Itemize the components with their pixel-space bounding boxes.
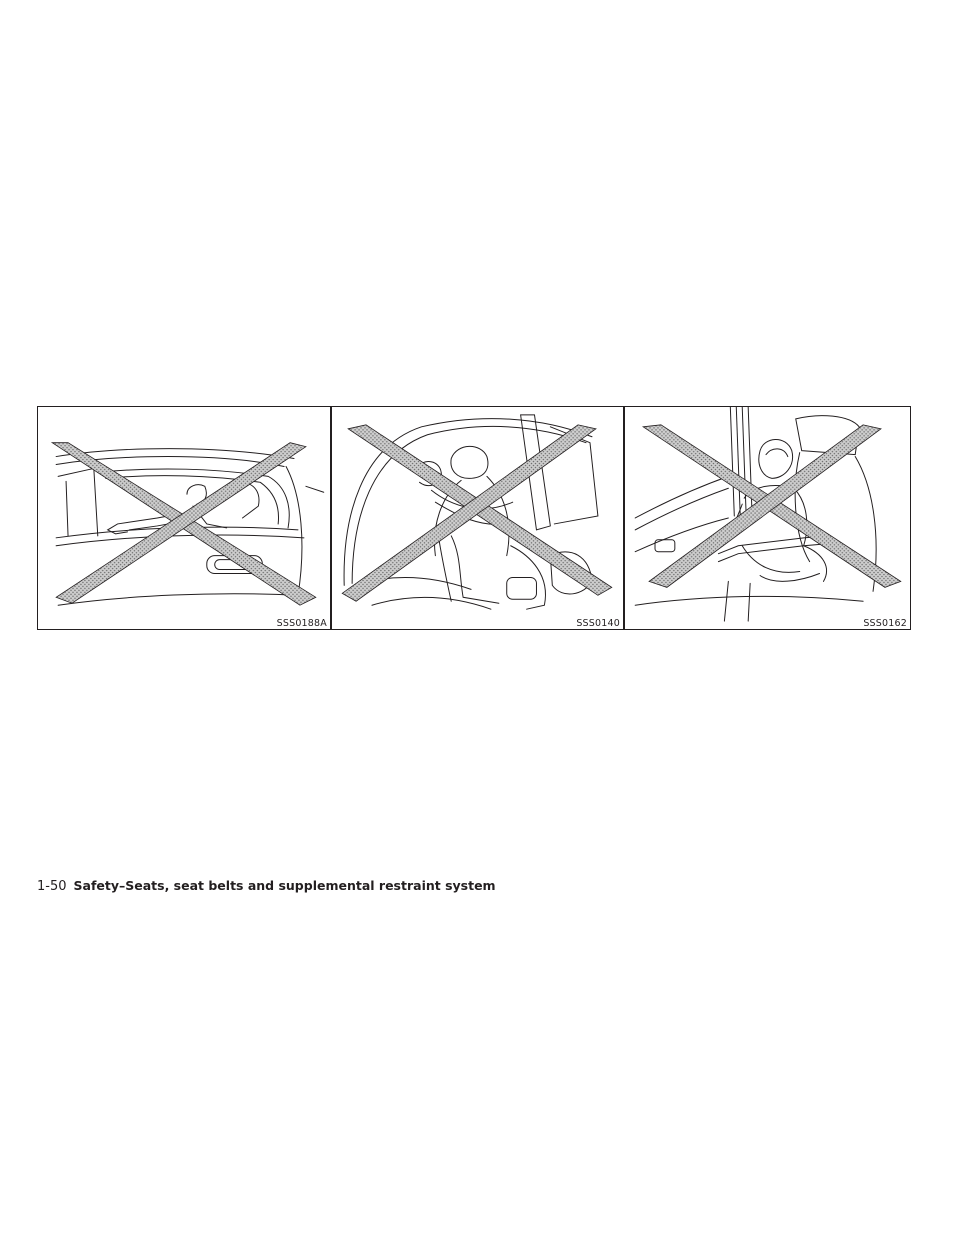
reclined-seat-illustration <box>332 407 623 629</box>
section-title: Safety–Seats, seat belts and supplemental restraint system <box>73 878 496 893</box>
car-window-illustration <box>38 407 330 629</box>
figure-row <box>37 406 911 630</box>
figure-code: SSS0188A <box>276 617 327 629</box>
figure-code: SSS0140 <box>576 617 620 629</box>
figure-reclined-seat <box>331 406 624 630</box>
page-footer <box>37 878 496 894</box>
figure-child-seat-belt <box>624 406 911 630</box>
figure-arm-out-window <box>37 406 331 630</box>
prohibited-x-icon <box>342 425 612 601</box>
prohibited-x-icon <box>52 443 316 606</box>
child-seat-belt-illustration <box>625 407 910 629</box>
page-number: 1-50 <box>37 879 67 894</box>
figure-code: SSS0162 <box>863 617 907 629</box>
